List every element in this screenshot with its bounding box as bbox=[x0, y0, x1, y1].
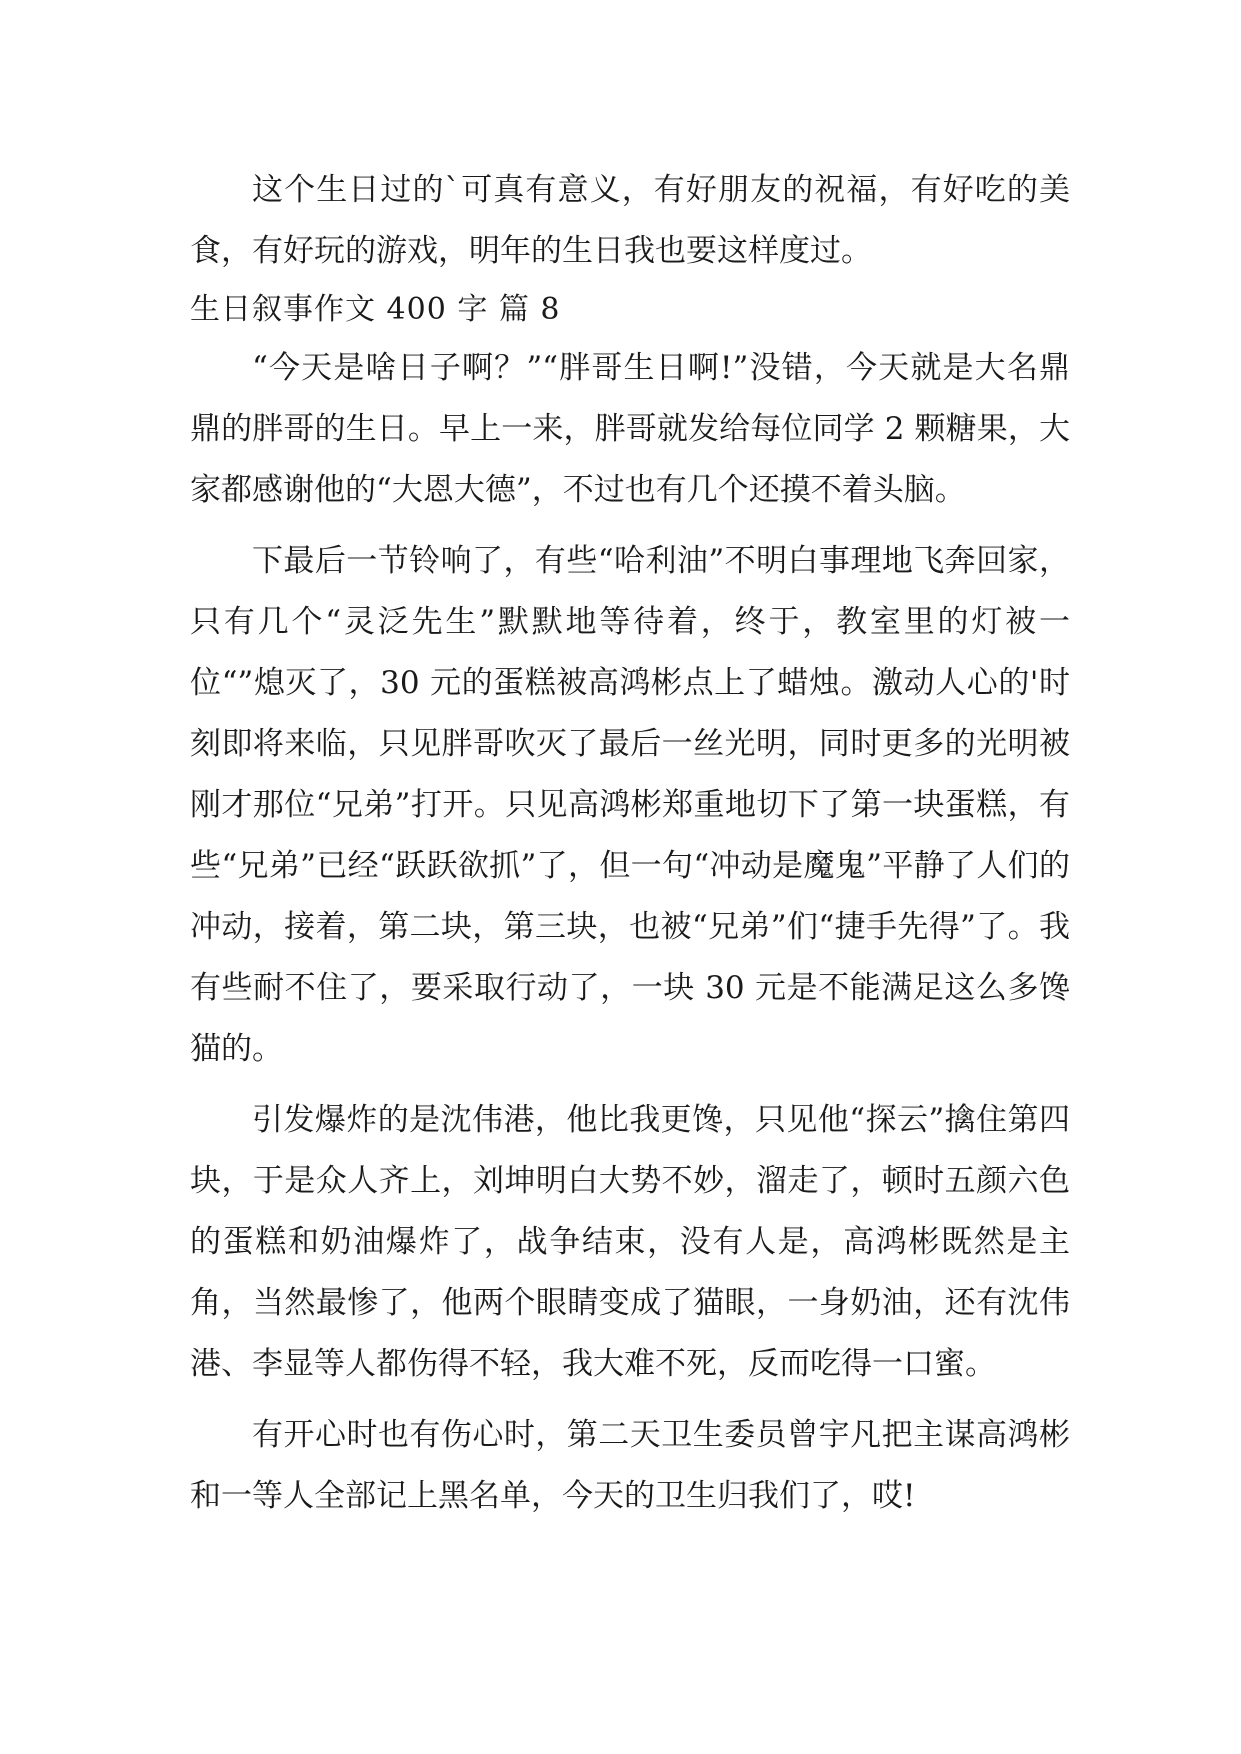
paragraph-2: 下最后一节铃响了，有些“哈利油”不明白事理地飞奔回家，只有几个“灵泛先生”默默地等待着，终于，教室里的灯被一位“”熄灭了，30 元的蛋糕被高鸿彬点上了蜡烛。激动人心的'时刻即将来临，只见胖哥吹灭了最后一丝光明，同时更多的光明被刚才那位“兄弟”打开。只见高鸿彬郑重地切下了第一块蛋糕，有些“兄弟”已经“跃跃欲抓”了，但一句“冲动是魔鬼”平静了人们的冲动，接着，第二块，第三块，也被“兄弟”们“捷手先得”了。我有些耐不住了，要采取行动了，一块 30 元是不能满足这么多馋猫的。 bbox=[190, 543, 1070, 1067]
paragraph-intro: 这个生日过的`可真有意义，有好朋友的祝福，有好吃的美食，有好玩的游戏，明年的生日我也要这样度过。 bbox=[190, 172, 1070, 269]
paragraph-1: “今天是啥日子啊？”“胖哥生日啊!”没错，今天就是大名鼎鼎的胖哥的生日。早上一来，胖哥就发给每位同学 2 颗糖果，大家都感谢他的“大恩大德”，不过也有几个还摸不着头脑。 bbox=[190, 350, 1070, 508]
paragraph-3: 引发爆炸的是沈伟港，他比我更馋，只见他“探云”擒住第四块，于是众人齐上，刘坤明白大势不妙，溜走了，顿时五颜六色的蛋糕和奶油爆炸了，战争结束，没有人是，高鸿彬既然是主角，当然最惨了，他两个眼睛变成了猫眼，一身奶油，还有沈伟港、李显等人都伤得不轻，我大难不死，反而吃得一口蜜。 bbox=[190, 1102, 1070, 1382]
section-heading: 生日叙事作文 400 字 篇 8 bbox=[190, 292, 561, 327]
document-body bbox=[190, 160, 1070, 1527]
paragraph-4: 有开心时也有伤心时，第二天卫生委员曾宇凡把主谋高鸿彬和一等人全部记上黑名单，今天的卫生归我们了，哎! bbox=[190, 1417, 1070, 1514]
